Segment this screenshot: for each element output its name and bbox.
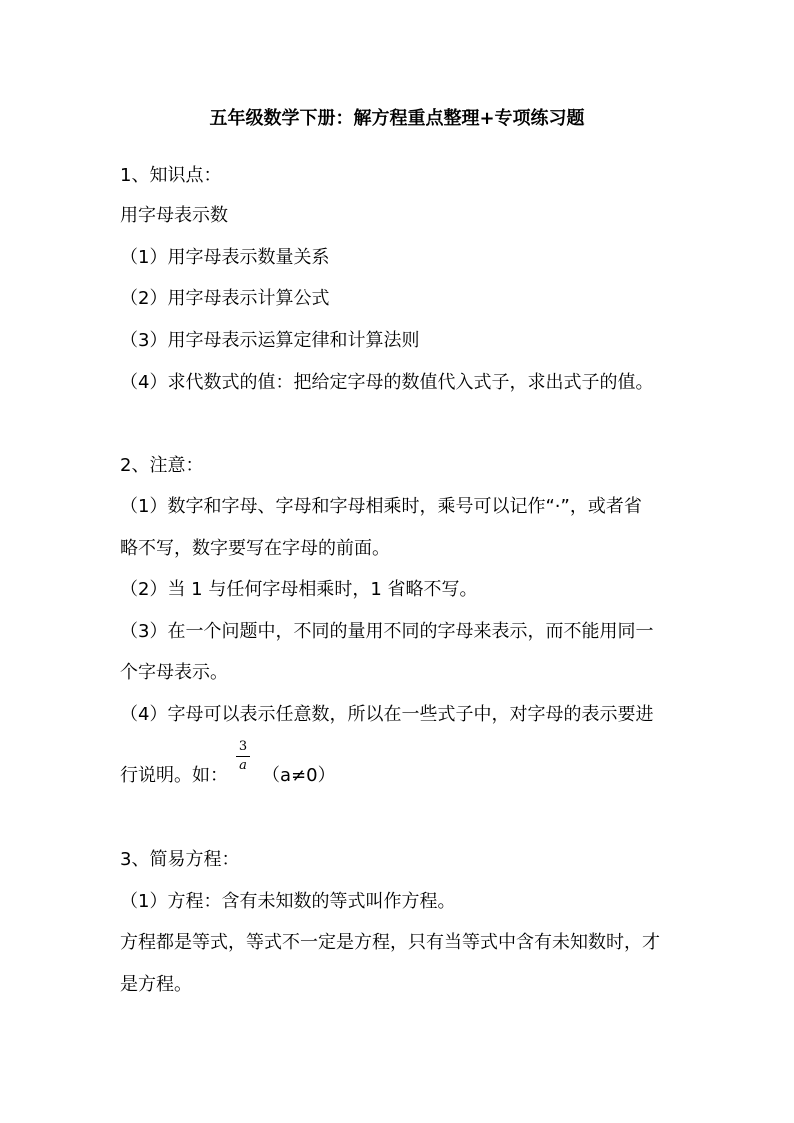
section-3-line-1: （1）方程：含有未知数的等式叫作方程。 [120,891,456,912]
section-2-heading: 2、注意： [120,455,204,476]
section-3-line-3: 是方程。 [120,974,192,995]
fraction-3-over-a [236,740,250,773]
section-1-item-2: （2）用字母表示计算公式 [120,288,330,309]
section-2-line-3: （2）当 1 与任何字母相乘时，1 省略不写。 [120,579,478,600]
section-2-line-1: （1）数字和字母、字母和字母相乘时，乘号可以记作“·”，或者省 [120,496,642,517]
section-1-item-3: （3）用字母表示运算定律和计算法则 [120,330,420,351]
fraction-denominator: a [239,758,247,773]
section-2-line-6: （4）字母可以表示任意数，所以在一些式子中，对字母的表示要进 [120,704,654,725]
fraction-bar [236,756,250,757]
fraction-condition: （a≠0） [262,765,336,786]
section-1-item-4: （4）求代数式的值：把给定字母的数值代入式子，求出式子的值。 [120,372,654,393]
page-title: 五年级数学下册：解方程重点整理+专项练习题 [209,108,585,129]
section-1-item-1: （1）用字母表示数量关系 [120,247,330,268]
fraction-numerator: 3 [238,739,248,754]
section-2-line-4: （3）在一个问题中，不同的量用不同的字母来表示，而不能用同一 [120,621,654,642]
section-1-subheading: 用字母表示数 [120,205,228,226]
section-3-heading: 3、简易方程： [120,849,240,870]
section-2-line-2: 略不写，数字要写在字母的前面。 [120,538,390,559]
section-2-line-7: 行说明。如： [120,765,228,786]
section-3-line-2: 方程都是等式，等式不一定是方程，只有当等式中含有未知数时，才 [120,932,660,953]
section-2-line-5: 个字母表示。 [120,662,228,683]
section-1-heading: 1、知识点： [120,165,222,186]
